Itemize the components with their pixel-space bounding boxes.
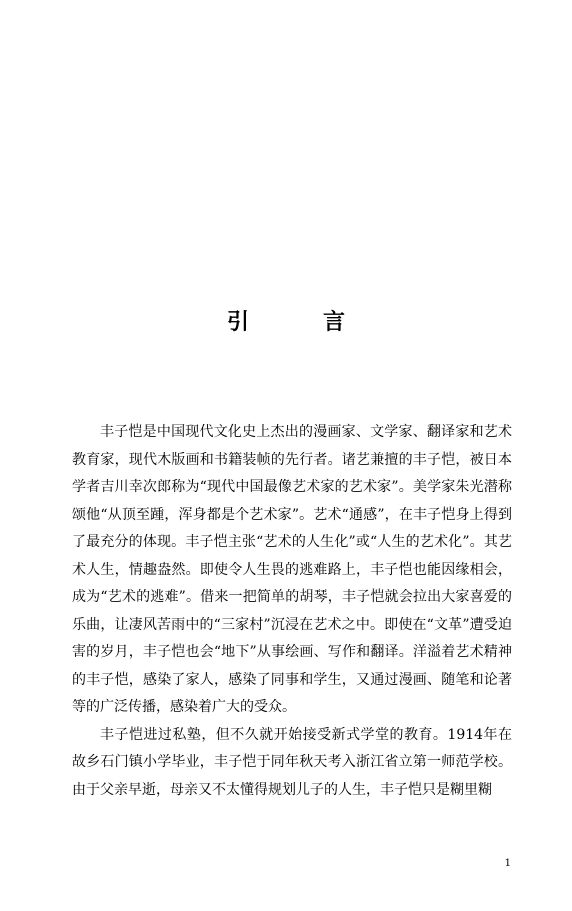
body-text	[72, 419, 512, 804]
paragraph-2: 丰子恺进过私塾，但不久就开始接受新式学堂的教育。1914年在故乡石门镇小学毕业，丰子恺于同年秋天考入浙江省立第一师范学校。由于父亲早逝，母亲又不太懂得规划儿子的人生，丰子恺只是糊里糊	[72, 726, 512, 798]
page-number: 1	[504, 858, 511, 869]
paragraph-1: 丰子恺是中国现代文化史上杰出的漫画家、文学家、翻译家和艺术教育家，现代木版画和书籍装帧的先行者。诸艺兼擅的丰子恺，被日本学者吉川幸次郎称为“现代中国最像艺术家的艺术家”。美学家朱光潜称颂他“从顶至踵，浑身都是个艺术家”。艺术“通感”，在丰子恺身上得到了最充分的体现。丰子恺主张“艺术的人生化”或“人生的艺术化”。其艺术人生，情趣盎然。即使令人生畏的逃难路上，丰子恺也能因缘相会，成为“艺术的逃难”。借来一把简单的胡琴，丰子恺就会拉出大家喜爱的乐曲，让凄风苦雨中的“三家村”沉浸在艺术之中。即使在“文革”遭受迫害的岁月，丰子恺也会“地下”从事绘画、写作和翻译。洋溢着艺术精神的丰子恺，感染了家人，感染了同事和学生，又通过漫画、随笔和论著等的广泛传播，感染着广大的受众。	[72, 424, 512, 715]
chapter-title: 引 言	[226, 309, 371, 335]
